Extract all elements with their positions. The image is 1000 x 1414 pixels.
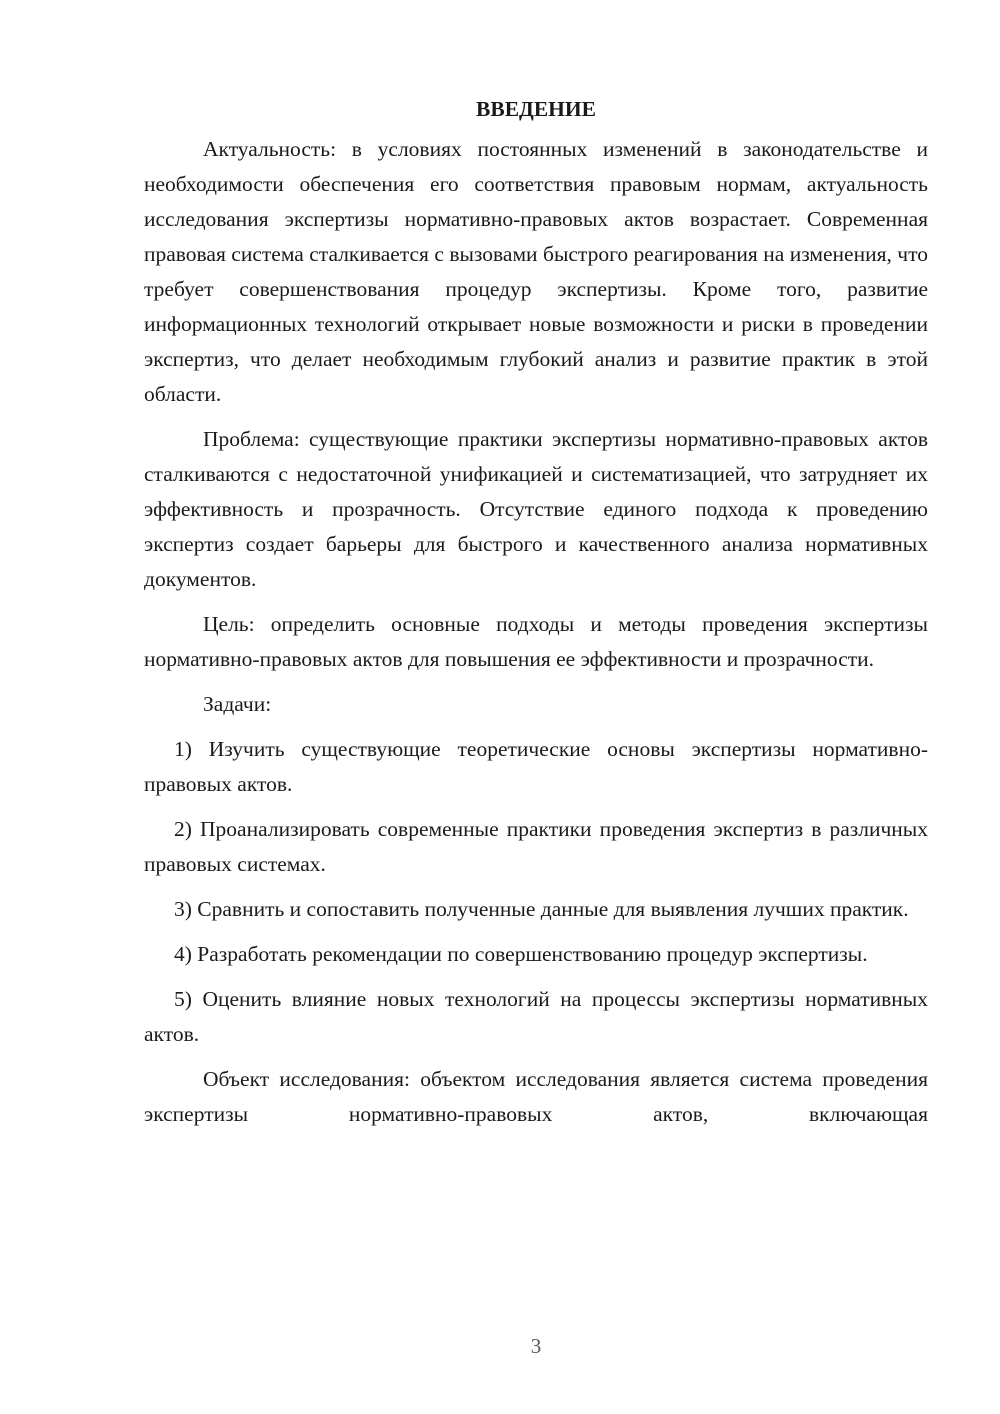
page-title: ВВЕДЕНИЕ <box>476 97 596 121</box>
paragraph-object: Объект исследования: объектом исследования является система проведения экспертизы нормативно-правовых актов, включающая <box>144 1067 928 1126</box>
document-page <box>144 94 928 1142</box>
paragraph-goal: Цель: определить основные подходы и методы проведения экспертизы нормативно-правовых актов для повышения ее эффективности и прозрачности. <box>144 612 928 671</box>
paragraph-problem: Проблема: существующие практики экспертизы нормативно-правовых актов сталкиваются с недостаточной унификацией и систематизацией, что затрудняет их эффективность и прозрачность. Отсутствие единого подхода к проведению экспертиз создает барьеры для быстрого и качественного анализа нормативных документов. <box>144 427 928 591</box>
paragraph-relevance: Актуальность: в условиях постоянных изменений в законодательстве и необходимости обеспечения его соответствия правовым нормам, актуальность исследования экспертизы нормативно-правовых актов возрастает. Современная правовая система сталкивается с вызовами быстрого реагирования на изменения, что требует совершенствования процедур экспертизы. Кроме того, развитие информационных технологий открывает новые возможности и риски в проведении экспертиз, что делает необходимым глубокий анализ и развитие практик в этой области. <box>144 137 928 406</box>
task-item-2: 2) Проанализировать современные практики проведения экспертиз в различных правовых системах. <box>144 817 928 876</box>
task-item-4: 4) Разработать рекомендации по совершенствованию процедур экспертизы. <box>174 942 868 966</box>
task-item-1: 1) Изучить существующие теоретические основы экспертизы нормативно-правовых актов. <box>144 737 928 796</box>
task-item-5: 5) Оценить влияние новых технологий на процессы экспертизы нормативных актов. <box>144 987 928 1046</box>
page-number: 3 <box>530 1334 542 1358</box>
tasks-heading: Задачи: <box>203 692 272 716</box>
task-item-3: 3) Сравнить и сопоставить полученные данные для выявления лучших практик. <box>174 897 909 921</box>
